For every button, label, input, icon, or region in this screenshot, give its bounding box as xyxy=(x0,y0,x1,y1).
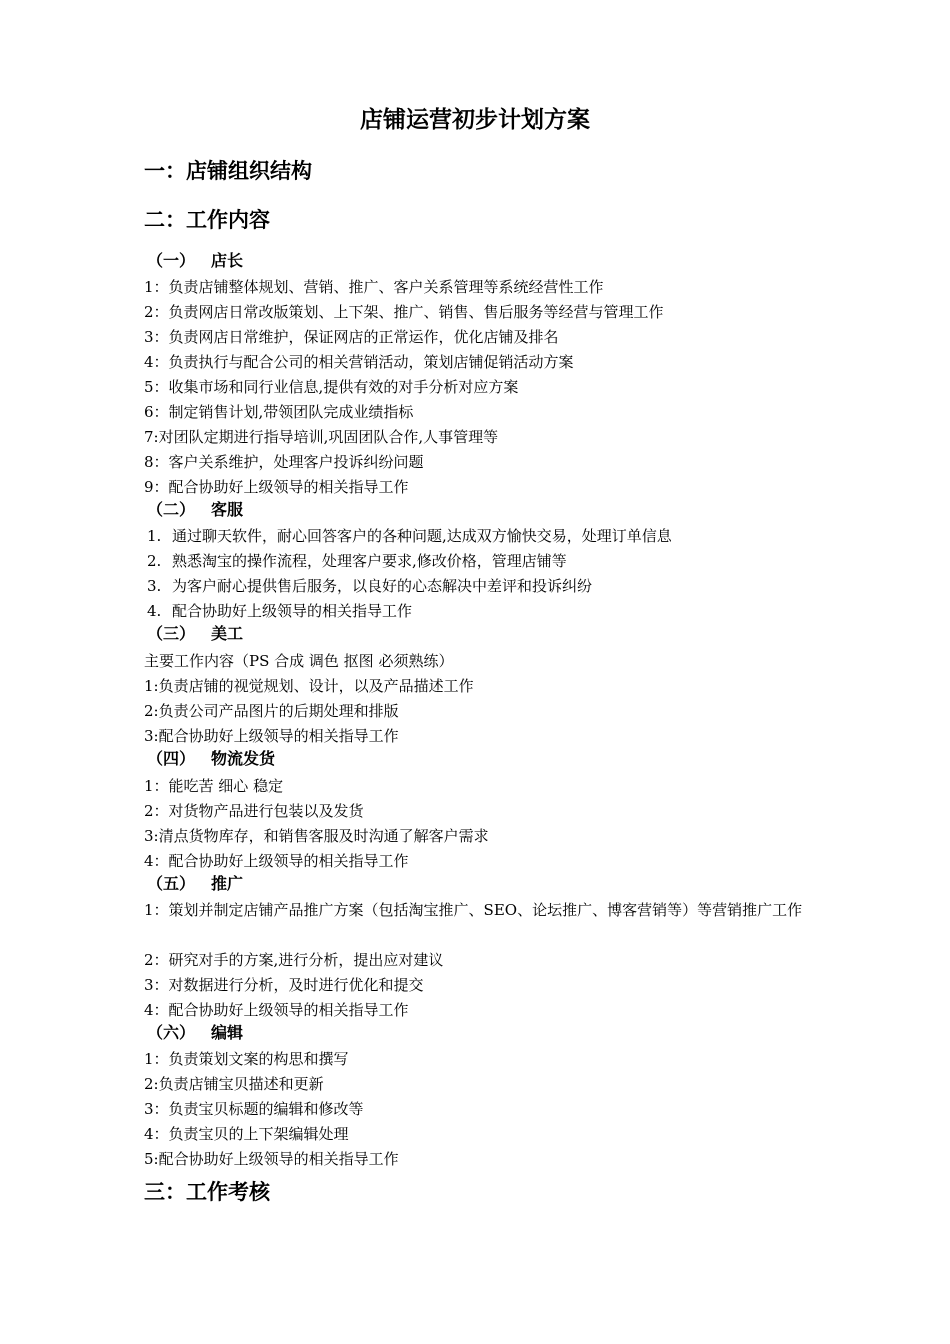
subsection-name: 美工 xyxy=(211,624,244,643)
list-item: 主要工作内容（PS 合成 调色 抠图 必须熟练） xyxy=(144,652,454,670)
section-heading-structure: 一：店铺组织结构 xyxy=(144,159,312,183)
list-item: 3：负责宝贝标题的编辑和修改等 xyxy=(144,1100,364,1118)
list-item: 4：负责宝贝的上下架编辑处理 xyxy=(144,1125,349,1143)
list-number: 2. xyxy=(147,552,162,570)
list-item: 3:配合协助好上级领导的相关指导工作 xyxy=(144,727,399,745)
subsection-number: （五） xyxy=(147,874,196,893)
subsection-number: （六） xyxy=(147,1023,196,1042)
list-item: 2:负责店铺宝贝描述和更新 xyxy=(144,1075,324,1093)
list-item: 2：研究对手的方案,进行分析，提出应对建议 xyxy=(144,951,444,969)
list-item: 4：配合协助好上级领导的相关指导工作 xyxy=(144,852,409,870)
list-number: 3. xyxy=(147,577,162,595)
subsection-number: （四） xyxy=(147,749,196,768)
list-item: 2：对货物产品进行包装以及发货 xyxy=(144,802,364,820)
subsection-name: 物流发货 xyxy=(211,749,276,768)
subsection-heading-editor xyxy=(147,1021,243,1045)
list-item: 1：策划并制定店铺产品推广方案（包括淘宝推广、SEO、论坛推广、博客营销等）等营销推广工作 xyxy=(144,901,803,919)
list-number: 1. xyxy=(147,527,162,545)
list-item: 1：负责店铺整体规划、营销、推广、客户关系管理等系统经营性工作 xyxy=(144,278,604,296)
list-item: 5:配合协助好上级领导的相关指导工作 xyxy=(144,1150,399,1168)
list-number: 4. xyxy=(147,602,162,620)
list-item: 2：负责网店日常改版策划、上下架、推广、销售、售后服务等经营与管理工作 xyxy=(144,303,664,321)
subsection-name: 推广 xyxy=(211,874,244,893)
list-item xyxy=(147,549,567,573)
list-item xyxy=(147,599,412,623)
subsection-heading-manager xyxy=(147,249,243,273)
list-text: 为客户耐心提供售后服务，以良好的心态解决中差评和投诉纠纷 xyxy=(172,577,593,595)
list-item: 3:清点货物库存，和销售客服及时沟通了解客户需求 xyxy=(144,827,489,845)
document-title: 店铺运营初步计划方案 xyxy=(360,107,590,133)
list-item: 3：负责网店日常维护，保证网店的正常运作，优化店铺及排名 xyxy=(144,328,559,346)
list-item: 2:负责公司产品图片的后期处理和排版 xyxy=(144,702,399,720)
list-item: 1：能吃苦 细心 稳定 xyxy=(144,777,284,795)
list-text: 配合协助好上级领导的相关指导工作 xyxy=(172,602,413,620)
subsection-number: （三） xyxy=(147,624,196,643)
subsection-heading-designer xyxy=(147,622,243,646)
list-item: 3：对数据进行分析，及时进行优化和提交 xyxy=(144,976,424,994)
list-item: 1:负责店铺的视觉规划、设计，以及产品描述工作 xyxy=(144,677,474,695)
subsection-name: 客服 xyxy=(211,500,244,519)
list-text: 通过聊天软件，耐心回答客户的各种问题,达成双方愉快交易，处理订单信息 xyxy=(172,527,672,545)
subsection-heading-logistics xyxy=(147,747,275,771)
list-item: 6：制定销售计划,带领团队完成业绩指标 xyxy=(144,403,414,421)
list-item: 9：配合协助好上级领导的相关指导工作 xyxy=(144,478,409,496)
list-item xyxy=(147,524,672,548)
list-item xyxy=(147,574,592,598)
subsection-number: （二） xyxy=(147,500,196,519)
subsection-heading-promotion xyxy=(147,872,243,896)
list-item: 7:对团队定期进行指导培训,巩固团队合作,人事管理等 xyxy=(144,428,499,446)
list-item: 1：负责策划文案的构思和撰写 xyxy=(144,1050,349,1068)
list-item: 4：配合协助好上级领导的相关指导工作 xyxy=(144,1001,409,1019)
list-item: 4：负责执行与配合公司的相关营销活动，策划店铺促销活动方案 xyxy=(144,353,574,371)
list-item: 5：收集市场和同行业信息,提供有效的对手分析对应方案 xyxy=(144,378,519,396)
list-text: 熟悉淘宝的操作流程，处理客户要求,修改价格，管理店铺等 xyxy=(172,552,567,570)
subsection-heading-customer-service xyxy=(147,498,243,522)
list-item: 8：客户关系维护，处理客户投诉纠纷问题 xyxy=(144,453,424,471)
subsection-name: 店长 xyxy=(211,251,244,270)
section-heading-assessment: 三：工作考核 xyxy=(144,1180,270,1204)
subsection-name: 编辑 xyxy=(211,1023,244,1042)
subsection-number: （一） xyxy=(147,251,196,270)
section-heading-work-content: 二：工作内容 xyxy=(144,208,270,232)
